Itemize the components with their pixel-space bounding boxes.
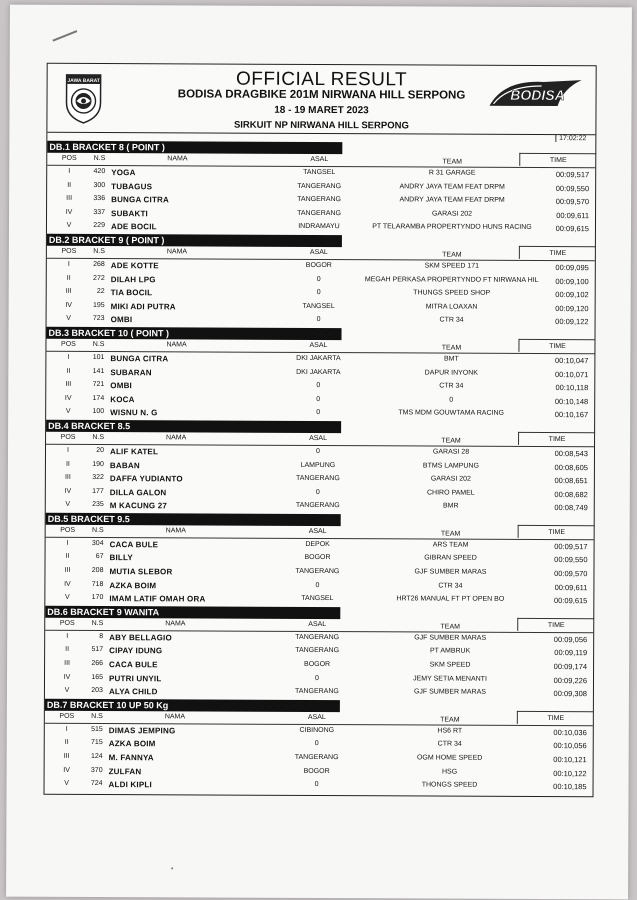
cell-asal: 0 bbox=[316, 409, 321, 417]
cell-time: 00:09,550 bbox=[555, 183, 590, 193]
table-row bbox=[45, 685, 593, 701]
cell-pos: IV bbox=[63, 673, 71, 681]
document-header bbox=[47, 64, 595, 135]
cell-pos: III bbox=[64, 566, 71, 574]
cell-asal: TANGSEL bbox=[302, 302, 335, 310]
cell-ns: 203 bbox=[91, 687, 103, 695]
paper-sheet bbox=[6, 5, 632, 900]
result-section bbox=[45, 606, 593, 701]
cell-team: MEGAH PERKASA PROPERTYNDO FT NIRWANA HIL bbox=[364, 275, 539, 284]
cell-asal: BOGOR bbox=[305, 261, 332, 270]
cell-name: CACA BULE bbox=[109, 539, 159, 550]
cell-team: PT AMBRUK bbox=[429, 647, 471, 656]
cell-team: GJF SUMBER MARAS bbox=[413, 688, 486, 696]
header-name: NAMA bbox=[165, 527, 186, 535]
cell-pos: II bbox=[66, 367, 71, 375]
cell-time: 00:08,605 bbox=[554, 462, 588, 472]
cell-asal: BOGOR bbox=[304, 554, 331, 562]
cell-asal: TANGERANG bbox=[297, 209, 341, 217]
cell-time: 00:08,543 bbox=[554, 448, 589, 459]
cell-team: R 31 GARAGE bbox=[428, 169, 476, 177]
cell-asal: 0 bbox=[315, 674, 319, 682]
cell-pos: III bbox=[64, 473, 71, 482]
section-title: DB.3 BRACKET 10 ( POINT ) bbox=[46, 327, 341, 340]
cell-ns: 170 bbox=[91, 594, 104, 602]
paper-speck bbox=[171, 867, 173, 869]
cell-time: 00:09,095 bbox=[555, 262, 589, 273]
header-asal: ASAL bbox=[308, 527, 327, 535]
header-time: TIME bbox=[549, 157, 567, 165]
cell-time: 00:09,611 bbox=[554, 582, 588, 592]
header-asal: ASAL bbox=[308, 620, 327, 628]
cell-pos: V bbox=[64, 687, 70, 695]
cell-team: CTR 34 bbox=[439, 382, 464, 390]
cell-asal: 0 bbox=[315, 581, 320, 589]
cell-pos: III bbox=[64, 659, 71, 667]
cell-pos: II bbox=[67, 181, 72, 189]
cell-name: ALDI KIPLI bbox=[108, 780, 152, 790]
cell-ns: 266 bbox=[91, 660, 104, 668]
header-ns: N.S bbox=[92, 433, 105, 441]
cell-team: BMR bbox=[442, 502, 459, 510]
cell-time: 00:09,120 bbox=[555, 303, 589, 313]
header-ns: N.S bbox=[92, 340, 105, 349]
cell-time: 00:09,119 bbox=[554, 648, 588, 658]
cell-asal: TANGERANG bbox=[295, 567, 340, 576]
cell-time: 00:08,682 bbox=[554, 489, 588, 499]
cell-team: PT TELARAMBA PROPERTYNDO HUNS RACING bbox=[372, 223, 532, 232]
header-asal: ASAL bbox=[310, 155, 329, 164]
result-section bbox=[47, 141, 595, 236]
table-row bbox=[45, 592, 593, 608]
cell-pos: V bbox=[66, 222, 72, 230]
cell-time: 00:10,118 bbox=[555, 383, 589, 393]
cell-asal: TANGERANG bbox=[294, 753, 339, 762]
cell-time: 00:10,185 bbox=[553, 782, 587, 792]
cell-ns: 195 bbox=[92, 301, 105, 309]
cell-asal: LAMPUNG bbox=[300, 461, 336, 469]
cell-ns: 515 bbox=[91, 725, 103, 733]
results-sections bbox=[45, 141, 596, 794]
cell-ns: 8 bbox=[99, 632, 104, 640]
cell-ns: 124 bbox=[90, 753, 103, 761]
cell-ns: 268 bbox=[93, 260, 105, 269]
cell-team: CTR 34 bbox=[439, 316, 464, 324]
cell-pos: I bbox=[68, 167, 71, 175]
header-time: TIME bbox=[548, 528, 566, 536]
cell-time: 00:10,121 bbox=[553, 755, 587, 765]
cell-pos: IV bbox=[64, 394, 72, 402]
cell-pos: II bbox=[64, 739, 69, 747]
header-team: TEAM bbox=[442, 251, 462, 259]
cell-ns: 67 bbox=[95, 553, 104, 561]
cell-name: PUTRI UNYIL bbox=[108, 673, 162, 683]
pen-mark bbox=[52, 30, 77, 41]
cell-name: DILLA GALON bbox=[109, 487, 167, 498]
cell-asal: TANGERANG bbox=[295, 633, 340, 641]
cell-name: M KACUNG 27 bbox=[109, 501, 168, 511]
header-time: TIME bbox=[549, 249, 567, 258]
cell-asal: 0 bbox=[316, 275, 321, 283]
cell-team: JEMY SETIA MENANTI bbox=[413, 675, 487, 683]
cell-pos: I bbox=[67, 353, 70, 361]
header-team: TEAM bbox=[442, 158, 463, 166]
cell-name: MIKI ADI PUTRA bbox=[110, 301, 176, 312]
cell-ns: 174 bbox=[92, 394, 105, 402]
cell-name: DIMAS JEMPING bbox=[108, 725, 176, 736]
bodisa-logo-text: BODISA bbox=[510, 86, 565, 104]
cell-team: GJF SUMBER MARAS bbox=[414, 634, 487, 642]
cell-name: TUBAGUS bbox=[111, 181, 153, 191]
cell-pos: IV bbox=[63, 766, 70, 774]
cell-pos: V bbox=[65, 594, 70, 602]
cell-time: 00:10,071 bbox=[554, 369, 589, 379]
header-team: TEAM bbox=[440, 716, 460, 724]
cell-team: ANDRY JAYA TEAM FEAT DRPM bbox=[399, 196, 505, 204]
cell-ns: 724 bbox=[90, 780, 103, 788]
header-ns: N.S bbox=[93, 247, 105, 256]
cell-name: CACA BULE bbox=[109, 660, 158, 670]
cell-time: 00:09,056 bbox=[553, 634, 588, 645]
cell-name: ZULFAN bbox=[108, 766, 142, 776]
cell-pos: V bbox=[65, 501, 71, 509]
table-row bbox=[46, 406, 594, 422]
cell-name: WISNU N. G bbox=[110, 408, 158, 418]
cell-team: GARASI 28 bbox=[432, 448, 470, 456]
cell-asal: DKI JAKARTA bbox=[296, 354, 341, 363]
cell-name: ALIF KATEL bbox=[109, 446, 159, 457]
result-section bbox=[46, 420, 594, 515]
cell-ns: 141 bbox=[92, 367, 105, 375]
cell-ns: 165 bbox=[91, 673, 104, 681]
header-ns: N.S bbox=[91, 712, 103, 720]
cell-team: CHIRO PAMEL bbox=[426, 489, 475, 497]
cell-time: 00:10,167 bbox=[554, 410, 589, 420]
cell-name: M. FANNYA bbox=[108, 753, 154, 763]
cell-pos: III bbox=[66, 195, 73, 203]
cell-pos: IV bbox=[65, 208, 73, 216]
cell-name: OMBI bbox=[110, 381, 132, 391]
cell-team: OGM HOME SPEED bbox=[416, 754, 483, 762]
cell-ns: 177 bbox=[92, 487, 104, 495]
header-name: NAMA bbox=[166, 434, 187, 442]
header-pos: POS bbox=[60, 433, 76, 441]
cell-time: 00:09,122 bbox=[555, 317, 589, 327]
cell-pos: V bbox=[64, 780, 69, 788]
cell-team: SKM SPEED 171 bbox=[424, 262, 480, 270]
cell-team: MITRA LOAXAN bbox=[425, 303, 478, 311]
cell-asal: 0 bbox=[316, 316, 321, 324]
header-pos: POS bbox=[61, 247, 77, 255]
table-row bbox=[45, 778, 593, 794]
bodisa-logo-subtext: MOTOR SPORT bbox=[530, 104, 561, 111]
bodisa-logo bbox=[483, 76, 587, 114]
cell-team: CTR 34 bbox=[438, 582, 463, 590]
cell-asal: TANGERANG bbox=[295, 502, 340, 510]
cell-ns: 715 bbox=[91, 739, 103, 747]
cell-asal: TANGSEL bbox=[303, 168, 336, 177]
cell-pos: I bbox=[66, 539, 69, 547]
header-team: TEAM bbox=[441, 437, 461, 445]
cell-name: BUNGA CITRA bbox=[111, 195, 170, 205]
cell-time: 00:09,615 bbox=[555, 224, 589, 234]
cell-asal: INDRAMAYU bbox=[298, 223, 340, 231]
cell-name: AZKA BOIM bbox=[108, 739, 156, 749]
header-asal: ASAL bbox=[309, 248, 328, 257]
cell-time: 00:09,615 bbox=[553, 596, 588, 606]
cell-team: ANDRY JAYA TEAM FEAT DRPM bbox=[399, 182, 505, 191]
cell-ns: 517 bbox=[91, 646, 104, 654]
cell-team: THONGS SPEED bbox=[421, 781, 478, 789]
header-team: TEAM bbox=[441, 344, 462, 352]
event-venue: SIRKUIT NP NIRWANA HILL SERPONG bbox=[233, 119, 409, 132]
cell-asal: 0 bbox=[316, 382, 321, 390]
header-asal: ASAL bbox=[309, 341, 328, 349]
section-title: DB.6 BRACKET 9 WANITA bbox=[45, 606, 340, 619]
section-title: DB.5 BRACKET 9.5 bbox=[46, 513, 341, 526]
cell-time: 00:10,047 bbox=[555, 355, 589, 366]
header-team: TEAM bbox=[440, 623, 460, 631]
cell-name: SUBARAN bbox=[110, 367, 152, 377]
cell-team: GIBRAN SPEED bbox=[424, 554, 477, 563]
cell-time: 00:09,550 bbox=[554, 555, 588, 565]
cell-team: SKM SPEED bbox=[429, 661, 471, 669]
header-time: TIME bbox=[547, 714, 565, 722]
cell-pos: III bbox=[63, 752, 70, 760]
cell-asal: 0 bbox=[314, 740, 319, 748]
cell-ns: 100 bbox=[92, 408, 105, 416]
header-name: NAMA bbox=[166, 248, 188, 256]
cell-ns: 718 bbox=[91, 580, 104, 588]
cell-time: 00:09,226 bbox=[553, 675, 588, 685]
cell-name: ALYA CHILD bbox=[108, 687, 158, 697]
cell-team: HS6 RT bbox=[437, 727, 463, 735]
header-pos: POS bbox=[59, 712, 75, 720]
cell-pos: II bbox=[65, 646, 70, 654]
cell-ns: 300 bbox=[93, 181, 106, 189]
cell-ns: 721 bbox=[92, 381, 105, 389]
cell-asal: BOGOR bbox=[304, 660, 331, 669]
header-pos: POS bbox=[61, 154, 77, 162]
cell-name: ABY BELLAGIO bbox=[109, 632, 172, 643]
cell-asal: 0 bbox=[314, 781, 319, 789]
header-ns: N.S bbox=[93, 155, 106, 163]
cell-team: HRT26 MANUAL FT PT OPEN BO bbox=[396, 595, 505, 604]
cell-name: DAFFA YUDIANTO bbox=[109, 474, 183, 484]
cell-name: TIA BOCIL bbox=[110, 288, 153, 298]
cell-time: 00:08,651 bbox=[554, 476, 588, 486]
cell-team: GARASI 202 bbox=[430, 475, 471, 483]
cell-name: AZKA BOIM bbox=[109, 580, 157, 590]
header-name: NAMA bbox=[164, 713, 186, 721]
cell-asal: TANGSEL bbox=[301, 595, 334, 603]
cell-asal: DKI JAKARTA bbox=[296, 368, 341, 376]
cell-pos: IV bbox=[65, 301, 72, 309]
cell-time: 00:09,102 bbox=[555, 290, 589, 300]
cell-pos: III bbox=[65, 288, 72, 296]
cell-time: 00:09,611 bbox=[556, 210, 590, 220]
cell-asal: 0 bbox=[316, 395, 321, 403]
cell-team: THUNGS SPEED SHOP bbox=[413, 289, 491, 297]
cell-team: BTMS LAMPUNG bbox=[422, 461, 479, 470]
svg-text:JAWA BARAT: JAWA BARAT bbox=[67, 77, 100, 85]
cell-time: 00:09,517 bbox=[554, 541, 588, 552]
event-name: BODISA DRAGBIKE 201M NIRWANA HILL SERPONG bbox=[177, 88, 466, 102]
header-pos: POS bbox=[59, 619, 75, 627]
cell-ns: 22 bbox=[96, 288, 105, 296]
cell-pos: II bbox=[66, 274, 71, 282]
print-timestamp: 17:02:22 bbox=[555, 135, 589, 142]
cell-name: SUBAKTI bbox=[111, 208, 149, 219]
cell-name: BILLY bbox=[109, 553, 133, 563]
cell-ns: 322 bbox=[92, 474, 104, 482]
cell-pos: IV bbox=[64, 487, 72, 495]
cell-ns: 370 bbox=[90, 766, 103, 774]
cell-pos: I bbox=[66, 632, 69, 640]
cell-team: TMS MDM GOUWTAMA RACING bbox=[398, 409, 505, 418]
cell-name: BABAN bbox=[109, 460, 140, 470]
header-name: NAMA bbox=[167, 155, 188, 163]
section-title: DB.4 BRACKET 8.5 bbox=[46, 420, 341, 433]
header-pos: POS bbox=[60, 526, 76, 534]
cell-ns: 190 bbox=[92, 460, 104, 468]
cell-pos: I bbox=[65, 725, 68, 733]
cell-time: 00:09,308 bbox=[553, 689, 587, 699]
cell-team: HSG bbox=[441, 768, 458, 776]
cell-name: MUTIA SLEBOR bbox=[109, 567, 173, 577]
cell-asal: BOGOR bbox=[303, 767, 330, 775]
cell-time: 00:09,517 bbox=[555, 170, 590, 180]
cell-team: 0 bbox=[449, 396, 454, 404]
cell-ns: 723 bbox=[92, 315, 105, 323]
cell-asal: TANGERANG bbox=[297, 196, 342, 204]
cell-name: DILAH LPG bbox=[110, 274, 156, 284]
result-section bbox=[45, 513, 593, 608]
cell-ns: 20 bbox=[96, 446, 105, 454]
cell-time: 00:09,100 bbox=[555, 276, 589, 286]
cell-asal: TANGERANG bbox=[295, 474, 340, 483]
cell-name: ADE KOTTE bbox=[110, 261, 159, 271]
cell-name: CIPAY IDUNG bbox=[109, 646, 163, 656]
cell-ns: 101 bbox=[92, 353, 105, 362]
cell-ns: 229 bbox=[93, 222, 105, 230]
section-title: DB.1 BRACKET 8 ( POINT ) bbox=[47, 141, 342, 154]
header-name: NAMA bbox=[165, 620, 186, 628]
header-ns: N.S bbox=[91, 526, 104, 534]
header-time: TIME bbox=[547, 621, 565, 629]
cell-team: BMT bbox=[444, 355, 459, 363]
cell-team: GJF SUMBER MARAS bbox=[414, 568, 487, 576]
cell-ns: 272 bbox=[93, 274, 105, 282]
section-title: DB.7 BRACKET 10 UP 50 Kg bbox=[45, 699, 340, 712]
cell-asal: TANGERANG bbox=[295, 688, 339, 696]
cell-name: ADE BOCIL bbox=[110, 222, 157, 232]
cell-time: 00:10,122 bbox=[553, 768, 587, 778]
cell-pos: II bbox=[65, 553, 70, 561]
cell-pos: I bbox=[67, 446, 69, 454]
cell-asal: 0 bbox=[316, 447, 320, 455]
table-row bbox=[47, 220, 595, 236]
cell-name: BUNGA CITRA bbox=[110, 354, 169, 364]
cell-pos: V bbox=[65, 408, 71, 416]
cell-name: OMBI bbox=[110, 315, 133, 325]
result-section bbox=[47, 234, 595, 329]
table-row bbox=[47, 313, 595, 329]
cell-time: 00:10,056 bbox=[553, 741, 587, 751]
cell-team: DAPUR INYONK bbox=[424, 368, 479, 377]
cell-team: ARS TEAM bbox=[432, 541, 469, 549]
cell-time: 00:09,570 bbox=[555, 197, 590, 207]
header-pos: POS bbox=[61, 340, 76, 348]
cell-time: 00:09,570 bbox=[554, 569, 588, 579]
cell-time: 00:08,749 bbox=[554, 503, 588, 513]
cell-name: YOGA bbox=[111, 168, 136, 178]
cell-asal: DEPOK bbox=[305, 540, 330, 548]
cell-ns: 208 bbox=[91, 567, 104, 575]
cell-ns: 235 bbox=[92, 501, 104, 509]
cell-time: 00:10,148 bbox=[554, 396, 589, 406]
section-title: DB.2 BRACKET 9 ( POINT ) bbox=[47, 234, 342, 247]
cell-asal: 0 bbox=[316, 289, 321, 297]
cell-ns: 336 bbox=[93, 195, 106, 203]
cell-ns: 420 bbox=[93, 168, 106, 176]
header-asal: ASAL bbox=[307, 713, 326, 721]
cell-pos: I bbox=[67, 260, 70, 268]
cell-name: IMAM LATIF OMAH ORA bbox=[109, 594, 206, 604]
cell-ns: 337 bbox=[93, 208, 106, 216]
cell-asal: TANGERANG bbox=[297, 182, 342, 190]
cell-name: KOCA bbox=[110, 394, 135, 404]
header-name: NAMA bbox=[166, 341, 187, 349]
event-date: 18 - 19 MARET 2023 bbox=[274, 104, 369, 117]
header-time: TIME bbox=[549, 342, 566, 351]
cell-asal: TANGERANG bbox=[295, 647, 340, 655]
result-section bbox=[45, 699, 593, 794]
header-asal: ASAL bbox=[309, 434, 328, 442]
result-section bbox=[46, 327, 594, 422]
cell-time: 00:10,036 bbox=[553, 727, 587, 737]
header-ns: N.S bbox=[91, 619, 104, 627]
cell-asal: CIBINONG bbox=[299, 726, 335, 734]
cell-pos: V bbox=[66, 315, 71, 323]
cell-ns: 304 bbox=[91, 539, 104, 547]
cell-team: CTR 34 bbox=[437, 740, 462, 749]
header-team: TEAM bbox=[440, 530, 461, 538]
header-time: TIME bbox=[548, 435, 566, 443]
result-frame bbox=[44, 63, 597, 797]
cell-pos: II bbox=[65, 460, 70, 468]
cell-team: GARASI 202 bbox=[431, 210, 473, 218]
cell-pos: III bbox=[65, 381, 72, 389]
cell-asal: 0 bbox=[315, 488, 320, 496]
table-row bbox=[46, 499, 594, 515]
cell-pos: IV bbox=[64, 580, 71, 588]
document-title: OFFICIAL RESULT bbox=[236, 68, 408, 91]
cell-time: 00:09,174 bbox=[553, 662, 588, 672]
